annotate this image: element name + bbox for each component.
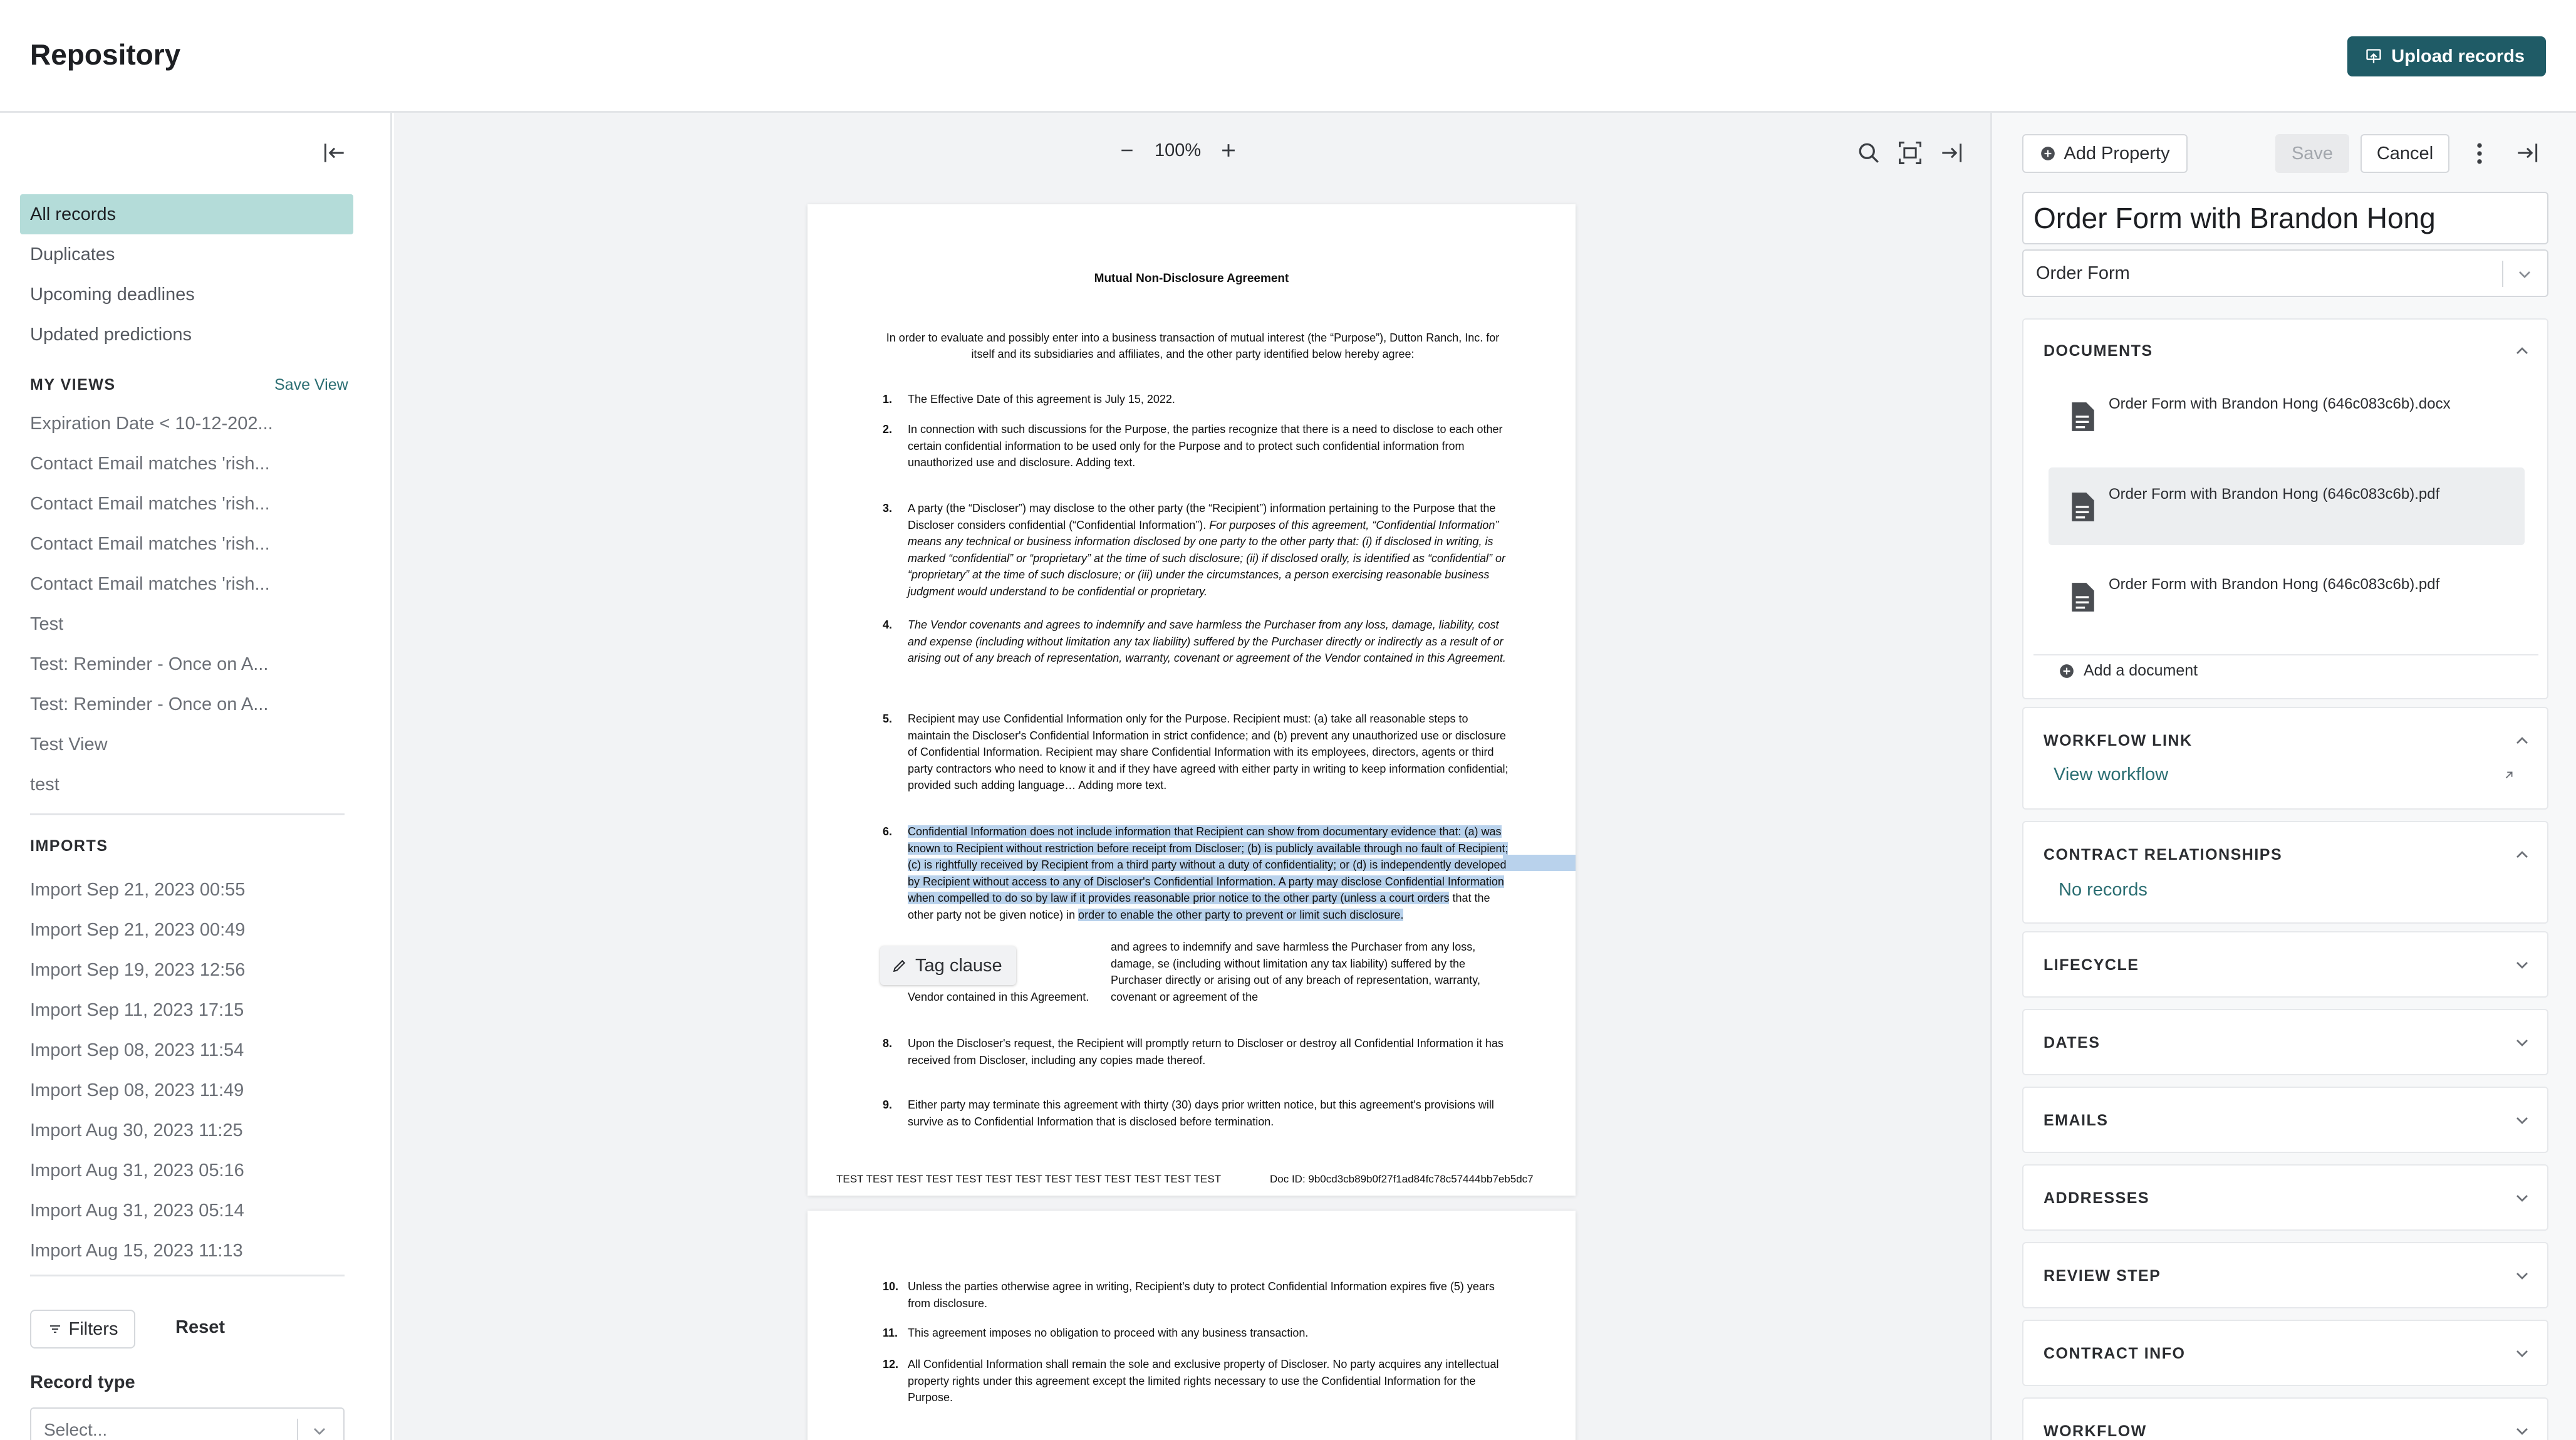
- clause-text: The Effective Date of this agreement is July 15, 2022.: [908, 393, 1175, 405]
- chevron-down-icon: [309, 1421, 330, 1440]
- pencil-icon: [891, 957, 908, 974]
- external-link-icon[interactable]: [2502, 768, 2516, 782]
- clause-number: 11.: [883, 1327, 898, 1339]
- sidebar-item-all-records[interactable]: All records: [20, 194, 353, 234]
- section-heading: CONTRACT INFO: [2044, 1345, 2186, 1362]
- clause-text-plain: that the other party not be given notice) in: [908, 892, 1490, 921]
- upload-records-label: Upload records: [2391, 46, 2525, 66]
- chevron-down-icon: [2512, 1421, 2532, 1440]
- import-item[interactable]: Import Aug 15, 2023 11:13: [30, 1241, 243, 1261]
- cancel-button[interactable]: Cancel: [2360, 134, 2449, 173]
- view-item[interactable]: Expiration Date < 10-12-202...: [30, 414, 273, 434]
- record-type-value: Order Form: [2036, 263, 2130, 283]
- chevron-down-icon: [2512, 955, 2532, 975]
- chevron-down-icon: [2512, 1188, 2532, 1208]
- chevron-up-icon[interactable]: [2512, 341, 2532, 361]
- record-name-input[interactable]: [2022, 192, 2548, 244]
- add-document-button[interactable]: [2059, 662, 2198, 680]
- filters-button[interactable]: [30, 1310, 135, 1349]
- fit-page-icon[interactable]: [1896, 139, 1924, 167]
- viewer-tools: [1855, 139, 1965, 167]
- workflow-section[interactable]: [2022, 1397, 2548, 1440]
- select-separator: [2502, 261, 2503, 287]
- save-view-link[interactable]: Save View: [274, 376, 348, 394]
- addresses-section[interactable]: [2022, 1164, 2548, 1231]
- document-item-selected[interactable]: [2049, 467, 2525, 545]
- plus-icon: [1218, 140, 1239, 161]
- document-item[interactable]: [2049, 377, 2525, 455]
- upload-records-button[interactable]: [2347, 36, 2546, 76]
- sidebar: [0, 113, 392, 1440]
- chevron-down-icon: [2512, 1110, 2532, 1130]
- no-records-label: No records: [2059, 880, 2148, 900]
- divider: [30, 1275, 345, 1276]
- select-separator: [297, 1419, 298, 1440]
- clause-number: 3.: [883, 502, 893, 514]
- minus-icon: [1118, 141, 1136, 160]
- clause-text: The Vendor covenants and agrees to indemnify and save harmless the Purchaser from any loss, damage, liability, cost and expense (including without limitation any tax liability) suffered by the Purchaser directly or indirectly as a result of or arising out of any breach of representation, warranty, covenant or agreement of the Vendor contained in this Agreement.: [908, 618, 1506, 664]
- clause-number: 12.: [883, 1358, 899, 1370]
- import-item[interactable]: Import Sep 08, 2023 11:49: [30, 1080, 244, 1100]
- document-name: Order Form with Brandon Hong (646c083c6b).pdf: [2109, 576, 2440, 593]
- documents-heading: DOCUMENTS: [2044, 342, 2153, 360]
- reset-button[interactable]: Reset: [175, 1317, 225, 1337]
- view-workflow-link[interactable]: View workflow: [2054, 764, 2169, 785]
- zoom-out-button[interactable]: [1114, 138, 1140, 163]
- collapse-sidebar-icon[interactable]: [321, 139, 348, 167]
- document-name: Order Form with Brandon Hong (646c083c6b).docx: [2109, 395, 2451, 412]
- clause-number: 6.: [883, 825, 893, 838]
- zoom-controls: [1114, 138, 1241, 163]
- tag-clause-button[interactable]: [880, 946, 1016, 985]
- import-item[interactable]: Import Sep 21, 2023 00:49: [30, 920, 246, 940]
- chevron-up-icon[interactable]: [2512, 845, 2532, 865]
- import-item[interactable]: Import Sep 19, 2023 12:56: [30, 960, 246, 980]
- import-item[interactable]: Import Sep 11, 2023 17:15: [30, 1000, 244, 1020]
- save-button[interactable]: Save: [2275, 134, 2349, 173]
- clause-text: All Confidential Information shall remain the sole and exclusive property of Discloser. No party acquires any intellectual property rights under this agreement except the limited rights necessary to use the Confidential Information for the Purpose.: [908, 1358, 1499, 1404]
- clause-text: Either party may terminate this agreement with thirty (30) days prior written notice, but this agreement's provisions will survive as to Confidential Information that is disclosed before termination.: [908, 1098, 1494, 1128]
- filters-label: Filters: [68, 1318, 118, 1339]
- document-page: [808, 1211, 1576, 1440]
- chevron-down-icon: [2512, 1033, 2532, 1053]
- record-type-select[interactable]: [30, 1407, 345, 1440]
- contract-relationships-card: [2022, 821, 2548, 924]
- clause-text: and agrees to indemnify and save harmless the Purchaser from any loss, damage, se (including without limitation any tax liability) suffered by the Purchaser directly or arising out of any breach of representation, warranty, covenant or agreement of the: [1111, 941, 1480, 1003]
- documents-card: [2022, 318, 2548, 699]
- search-icon[interactable]: [1855, 139, 1883, 167]
- sidebar-item-updated-predictions[interactable]: Updated predictions: [30, 325, 192, 345]
- chevron-up-icon[interactable]: [2512, 731, 2532, 751]
- file-icon: [2069, 401, 2096, 432]
- zoom-in-button[interactable]: [1216, 138, 1241, 163]
- view-item[interactable]: Test: Reminder - Once on A...: [30, 694, 269, 714]
- file-icon: [2069, 491, 2096, 523]
- app-header: [0, 0, 2576, 113]
- record-type-label: Record type: [30, 1372, 135, 1392]
- highlighted-text: Confidential Information does not include information that Recipient can show from documentary evidence that: (a) was known to Recipient without restriction before receipt from Discloser; (b) is publicly available through no fault of Recipient; (c) is rightfully received by Recipient from a third party without a duty of confidentiality; or (d) is independently developed by Recipient without access to any of Discloser's Confidential Information. A party may disclose Confidential Information when compelled to do so by law if it provides reasonable prior notice to the other party (unless a court orders: [908, 825, 1509, 904]
- imports-heading: IMPORTS: [30, 837, 108, 855]
- imports-list: [20, 870, 363, 1271]
- section-heading: WORKFLOW: [2044, 1422, 2147, 1440]
- view-item[interactable]: Contact Email matches 'rish...: [30, 574, 270, 594]
- document-footer-id: Doc ID: 9b0cd3cb89b0f27f1ad84fc78c57444bb7eb5dc7: [1270, 1173, 1534, 1185]
- document-title: Mutual Non-Disclosure Agreement: [1094, 272, 1289, 285]
- clause-text: Vendor contained in this Agreement.: [908, 991, 1089, 1003]
- add-document-label: Add a document: [2084, 662, 2198, 679]
- contract-info-section[interactable]: [2022, 1320, 2548, 1386]
- view-item[interactable]: Test: [30, 614, 64, 634]
- view-item[interactable]: Test View: [30, 734, 108, 754]
- add-property-label: Add Property: [2064, 143, 2170, 164]
- clause-number: 10.: [883, 1280, 899, 1293]
- sidebar-item-duplicates[interactable]: Duplicates: [30, 244, 115, 264]
- workflow-link-heading: WORKFLOW LINK: [2044, 732, 2193, 749]
- section-heading: ADDRESSES: [2044, 1189, 2150, 1207]
- clause-text: Upon the Discloser's request, the Recipient will promptly return to Discloser or destroy all Confidential Information it has received from Discloser, including any copies made thereof.: [908, 1037, 1504, 1067]
- zoom-level: 100%: [1155, 140, 1202, 160]
- view-item[interactable]: Contact Email matches 'rish...: [30, 454, 270, 474]
- section-heading: EMAILS: [2044, 1112, 2109, 1129]
- view-item[interactable]: Test: Reminder - Once on A...: [30, 654, 269, 674]
- divider: [30, 813, 345, 815]
- contract-relationships-heading: CONTRACT RELATIONSHIPS: [2044, 846, 2283, 863]
- import-item[interactable]: Import Sep 21, 2023 00:55: [30, 880, 246, 900]
- clause-text: This agreement imposes no obligation to proceed with any business transaction.: [908, 1327, 1309, 1339]
- import-item[interactable]: Import Aug 31, 2023 05:16: [30, 1161, 244, 1181]
- emails-section[interactable]: [2022, 1087, 2548, 1153]
- clause-text: In connection with such discussions for the Purpose, the parties recognize that there is a need to disclose to each other certain confidential information to be used only for the Purpose and to protect such confidential information from unauthorized use and disclosure. Adding text.: [908, 423, 1503, 469]
- record-type-placeholder: Select...: [44, 1420, 108, 1439]
- import-item[interactable]: Import Aug 31, 2023 05:14: [30, 1201, 244, 1221]
- import-item[interactable]: Import Sep 08, 2023 11:54: [30, 1040, 244, 1060]
- record-details-panel: [1990, 113, 2576, 1440]
- record-type-dropdown[interactable]: [2022, 249, 2548, 297]
- highlighted-text: order to enable the other party to prevent or limit such disclosure.: [1078, 908, 1404, 921]
- add-property-button[interactable]: [2022, 134, 2188, 173]
- clause-number: 2.: [883, 423, 893, 436]
- clause-text: Unless the parties otherwise agree in writing, Recipient's duty to protect Confidential Information expires five (5) years from disclosure.: [908, 1280, 1495, 1310]
- clause-text-italic: For purposes of this agreement, “Confidential Information” means any technical or business information disclosed by one party to the other party that: (i) if disclosed in writing, is marked “confidential” or “proprietary” at the time of such disclosure; (ii) if disclosed orally, is identified as “confidential” or “proprietary” at the time of such disclosure; or (iii) under the circumstances, a person exercising reasonable business judgment would understand to be confidential or proprietary.: [908, 518, 1506, 598]
- sidebar-item-upcoming-deadlines[interactable]: Upcoming deadlines: [30, 284, 195, 305]
- sidebar-nav: [20, 194, 353, 355]
- more-options-icon[interactable]: [2466, 138, 2493, 169]
- document-page: [808, 204, 1576, 1196]
- section-heading: REVIEW STEP: [2044, 1267, 2161, 1285]
- clause-number: 8.: [883, 1037, 893, 1050]
- document-intro: In order to evaluate and possibly enter into a business transaction of mutual interest (the “Purpose”), Dutton Ranch, Inc. for itself and its subsidiaries and affiliates, and the other party identified below hereby agree:: [886, 331, 1500, 360]
- clause-number: 1.: [883, 393, 893, 405]
- document-footer-test: TEST TEST TEST TEST TEST TEST TEST TEST TEST TEST TEST TEST TEST: [836, 1173, 1222, 1185]
- collapse-viewer-icon[interactable]: [1938, 139, 1965, 167]
- page-title: Repository: [30, 38, 181, 71]
- document-item[interactable]: [2049, 558, 2525, 635]
- chevron-down-icon: [2512, 1343, 2532, 1364]
- chevron-down-icon: [2515, 264, 2535, 284]
- my-views-list: [20, 404, 363, 805]
- collapse-panel-icon[interactable]: [2513, 139, 2541, 167]
- filter-icon: [48, 1322, 63, 1337]
- divider: [2033, 654, 2538, 655]
- document-name: Order Form with Brandon Hong (646c083c6b).pdf: [2109, 486, 2440, 503]
- view-item[interactable]: test: [30, 775, 60, 795]
- clause-text: Recipient may use Confidential Information only for the Purpose. Recipient must: (a) take all reasonable steps to maintain the Discloser's Confidential Information in strict confidence; and (b) prevent any unauthorized use or disclosure of Confidential Information. Recipient may share Confidential Information with its employees, directors, agents or third party contractors who need to know it and if they have agreed with either party in writing to keep information confidential; provided such adding language… Adding more text.: [908, 712, 1509, 791]
- selection-highlight: [1503, 855, 1576, 871]
- section-heading: LIFECYCLE: [2044, 956, 2139, 974]
- view-item[interactable]: Contact Email matches 'rish...: [30, 494, 270, 514]
- upload-icon: [2365, 48, 2382, 65]
- document-viewer: [394, 113, 1990, 1440]
- plus-circle-icon: [2040, 145, 2056, 162]
- file-icon: [2069, 582, 2096, 613]
- clause-text: [908, 500, 1509, 600]
- import-item[interactable]: Import Aug 30, 2023 11:25: [30, 1120, 243, 1140]
- section-heading: DATES: [2044, 1034, 2101, 1051]
- lifecycle-section[interactable]: [2022, 931, 2548, 998]
- review-step-section[interactable]: [2022, 1242, 2548, 1308]
- clause-text-plain: A party (the “Discloser”) may disclose to the other party (the “Recipient”) information pertaining to the Purpose that the Discloser considers confidential (“Confidential Information”).: [908, 502, 1496, 531]
- clause-number: 5.: [883, 712, 893, 725]
- chevron-down-icon: [2512, 1266, 2532, 1286]
- dates-section[interactable]: [2022, 1009, 2548, 1075]
- my-views-heading: MY VIEWS: [30, 376, 116, 394]
- clause-number: 9.: [883, 1098, 893, 1111]
- plus-circle-icon: [2059, 663, 2075, 679]
- workflow-link-card: [2022, 707, 2548, 810]
- clause-number: 4.: [883, 618, 893, 631]
- clause-text: [908, 823, 1509, 923]
- view-item[interactable]: Contact Email matches 'rish...: [30, 534, 270, 554]
- tag-clause-label: Tag clause: [915, 955, 1002, 976]
